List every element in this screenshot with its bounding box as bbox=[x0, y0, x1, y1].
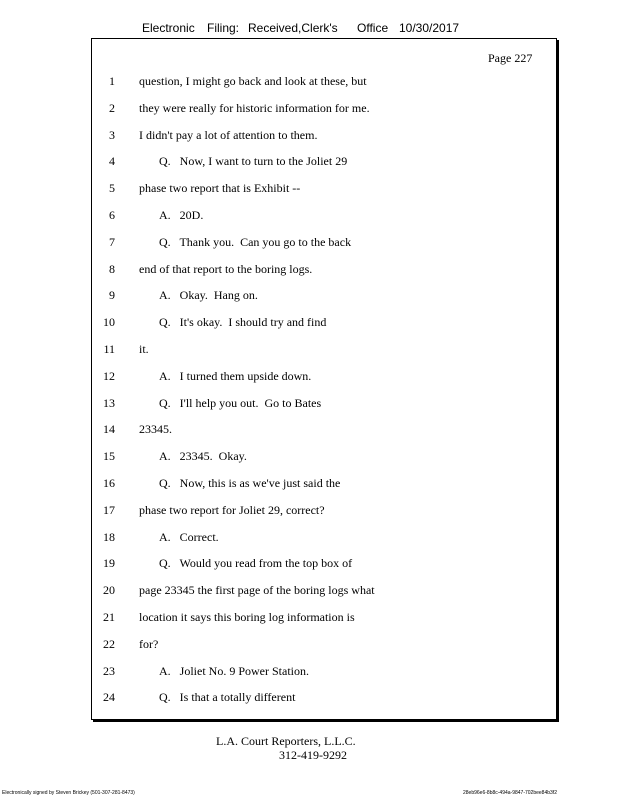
line-text: end of that report to the boring logs. bbox=[139, 261, 313, 276]
line-text: A. Joliet No. 9 Power Station. bbox=[159, 663, 309, 678]
transcript-line bbox=[0, 206, 618, 224]
transcript-line bbox=[0, 608, 618, 626]
transcript-line bbox=[0, 340, 618, 358]
line-text: A. Okay. Hang on. bbox=[159, 288, 258, 303]
line-text: Q. I'll help you out. Go to Bates bbox=[159, 395, 322, 410]
header-received: Received,Clerk's bbox=[248, 21, 338, 35]
line-text: location it says this boring log information is bbox=[139, 610, 355, 624]
transcript-line bbox=[0, 152, 618, 170]
line-number: 14 bbox=[103, 422, 115, 437]
line-text: Q. Would you read from the top box of bbox=[159, 556, 353, 571]
line-number: 20 bbox=[103, 583, 115, 598]
transcript-line bbox=[0, 501, 618, 519]
line-text: I didn't pay a lot of attention to them. bbox=[139, 127, 318, 142]
transcript-line bbox=[0, 688, 618, 706]
signature-left: Electronically signed by Steven Brickey (501-307-281-8473) bbox=[2, 790, 135, 796]
transcript-line bbox=[0, 72, 618, 90]
line-number: 9 bbox=[109, 288, 115, 303]
footer-company: L.A. Court Reporters, L.L.C. bbox=[216, 734, 356, 748]
line-text: they were really for historic information for me. bbox=[139, 100, 370, 115]
header-date: 10/30/2017 bbox=[399, 21, 460, 35]
line-text: 23345. bbox=[139, 422, 172, 437]
line-number: 17 bbox=[103, 502, 115, 517]
line-number: 18 bbox=[103, 529, 115, 544]
line-number: 1 bbox=[109, 74, 115, 88]
transcript-line bbox=[0, 474, 618, 492]
line-number: 6 bbox=[109, 208, 115, 222]
transcript-line bbox=[0, 447, 618, 465]
line-text: Q. Is that a totally different bbox=[159, 690, 296, 705]
line-text: Q. It's okay. I should try and find bbox=[159, 315, 327, 330]
line-number: 7 bbox=[109, 234, 115, 249]
transcript-line bbox=[0, 126, 618, 144]
line-number: 15 bbox=[103, 449, 115, 464]
line-number: 2 bbox=[109, 100, 115, 115]
line-text: page 23345 the first page of the boring logs what bbox=[139, 583, 375, 598]
transcript-line bbox=[0, 179, 618, 197]
footer-phone: 312-419-9292 bbox=[279, 748, 347, 762]
line-text: question, I might go back and look at these, but bbox=[139, 74, 367, 88]
line-number: 3 bbox=[109, 127, 115, 142]
line-number: 12 bbox=[103, 368, 115, 383]
signature-hash: 28eb96e6-8b8c-494a-9847-702bee84b3f2 bbox=[463, 790, 557, 796]
line-text: Q. Thank you. Can you go to the back bbox=[159, 234, 352, 249]
transcript-line bbox=[0, 233, 618, 251]
transcript-line bbox=[0, 581, 618, 599]
line-text: it. bbox=[139, 342, 149, 356]
line-text: Q. Now, I want to turn to the Joliet 29 bbox=[159, 154, 348, 169]
line-number: 8 bbox=[109, 261, 115, 276]
line-number: 23 bbox=[103, 663, 115, 678]
line-text: A. 20D. bbox=[159, 208, 204, 222]
page-number: Page 227 bbox=[488, 51, 533, 65]
line-number: 5 bbox=[109, 181, 115, 196]
line-number: 10 bbox=[103, 315, 115, 330]
line-text: phase two report for Joliet 29, correct? bbox=[139, 502, 325, 517]
line-text: A. Correct. bbox=[159, 529, 219, 544]
line-number: 13 bbox=[103, 395, 115, 410]
transcript-line bbox=[0, 528, 618, 546]
transcript-line bbox=[0, 662, 618, 680]
transcript-line bbox=[0, 367, 618, 385]
line-number: 16 bbox=[103, 476, 115, 490]
transcript-line bbox=[0, 420, 618, 438]
header-electronic: Electronic bbox=[142, 21, 195, 35]
line-number: 4 bbox=[109, 154, 115, 169]
transcript-line bbox=[0, 99, 618, 117]
line-number: 22 bbox=[103, 636, 115, 651]
line-text: A. 23345. Okay. bbox=[159, 449, 247, 464]
line-text: phase two report that is Exhibit -- bbox=[139, 181, 301, 196]
line-text: Q. Now, this is as we've just said the bbox=[159, 476, 341, 490]
line-number: 11 bbox=[103, 342, 115, 356]
line-number: 24 bbox=[103, 690, 115, 705]
transcript-line bbox=[0, 313, 618, 331]
transcript-line bbox=[0, 260, 618, 278]
transcript-line bbox=[0, 635, 618, 653]
transcript-line bbox=[0, 394, 618, 412]
line-text: A. I turned them upside down. bbox=[159, 368, 312, 383]
header-office: Office bbox=[357, 21, 389, 35]
transcript-line bbox=[0, 286, 618, 304]
transcript-line bbox=[0, 554, 618, 572]
line-number: 21 bbox=[103, 610, 115, 624]
header-filing: Filing: bbox=[207, 21, 240, 35]
line-text: for? bbox=[139, 636, 159, 651]
line-number: 19 bbox=[103, 556, 115, 571]
